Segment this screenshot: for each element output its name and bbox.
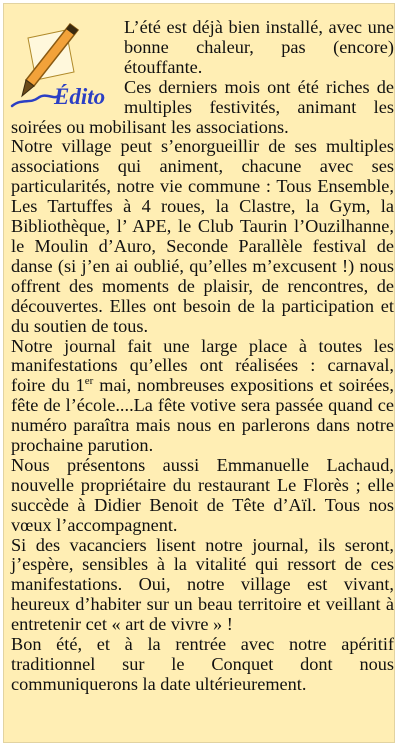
paragraph-4-start: Notre journal fait une large place à toutes les manifestations qu’elles ont réalisées : carnaval, foire du 1: [11, 335, 394, 396]
paragraph-5: Nous présentons aussi Emmanuelle Lachaud, nouvelle propriétaire du restaurant Le Florès ; elle succède à Didier Benoit de Tête d’Aïl. Tous nos vœux l’accompagnent.: [11, 454, 394, 535]
paragraph-6: Si des vacanciers lisent notre journal, ils seront, j’espère, sensibles à la vitalité qui ressort de ces manifestations. Oui, notre village est vivant, heureux d’habiter sur un beau territoire et veillant à entretenir cet « art de vivre » !: [11, 534, 394, 635]
edito-text: [11, 18, 394, 695]
paragraph-1: L’été est déjà bien installé, avec une bonne chaleur, pas (encore) étouffante.: [124, 17, 394, 77]
paragraph-4-end: mai, nombreuses expositions et soirées, fête de l’école....La fête votive sera passée quand ce numéro paraîtra mais nous en parlerons dans notre prochaine parution.: [11, 375, 394, 456]
superscript-er: er: [84, 375, 94, 388]
paragraph-3: Notre village peut s’enorgueillir de ses multiples associations qui animent, chacune avec ses particularités, notre vie commune : Tous Ensemble, Les Tartuffes à 4 roues, la Clastre, la Gym, la Bibliothèque, l’ APE, le Club Taurin l’Ouzilhanne, le Moulin d’Auro, Seconde Parallèle festival de danse (si j’en ai oublié, qu’elles m’excusent !) nous offrent des moments de plaisir, de rencontres, de découvertes. Elles ont besoin de la participation et du soutien de tous.: [11, 136, 394, 336]
logo-spacer: [11, 18, 124, 117]
paragraph-4: [11, 337, 394, 456]
paragraph-7: Bon été, et à la rentrée avec notre apéritif traditionnel sur le Conquet dont nous communiquerons la date ultérieurement.: [11, 634, 394, 694]
edito-box: [3, 3, 395, 743]
paragraph-2: Ces derniers mois ont été riches de multiples festivités, animant les soirées ou mobilisant les associations.: [11, 76, 394, 137]
edito-title: Édito: [54, 84, 106, 109]
